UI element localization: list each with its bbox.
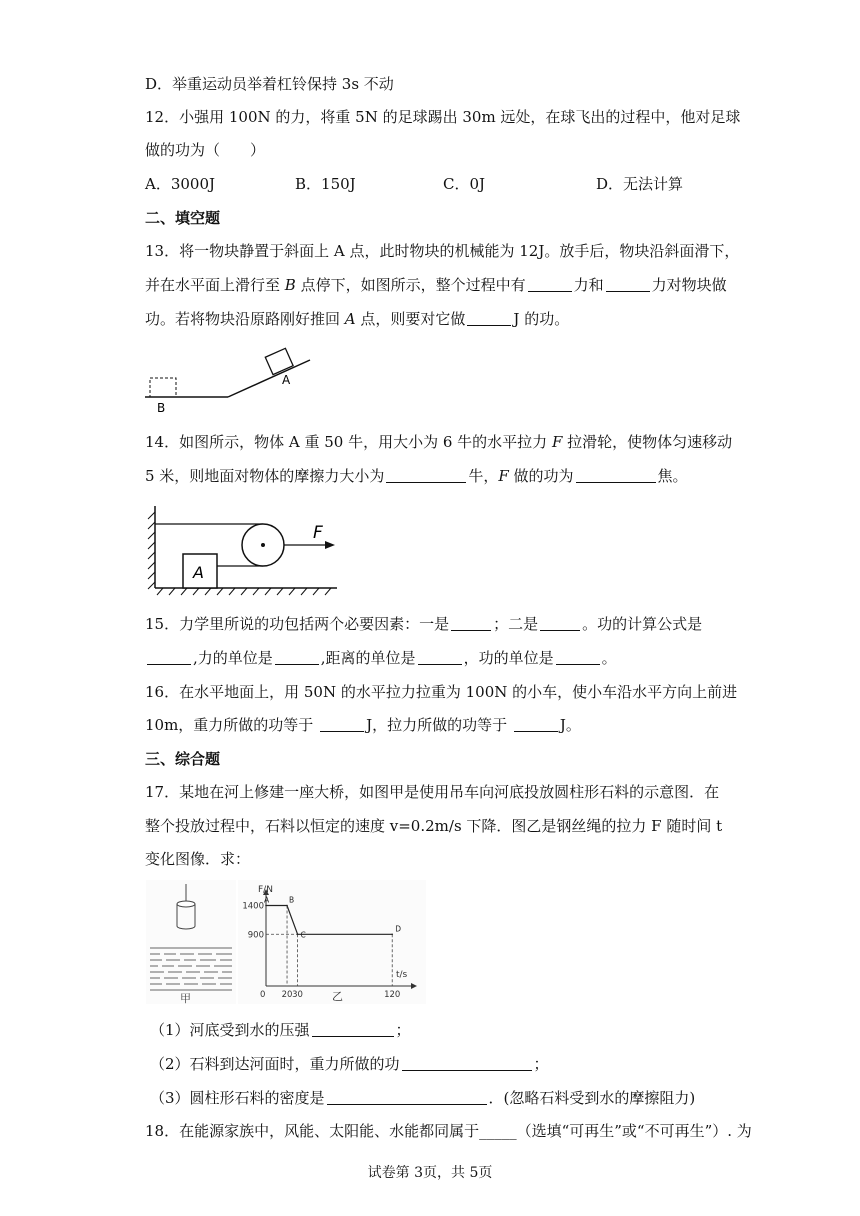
arrow-head-icon [325,541,335,549]
y-tick-label: 1400 [242,901,264,912]
q15-text: 。功的计算公式是 [582,615,703,633]
q13-line1: 13．将一物块静置于斜面上 A 点，此时物块的机械能为 12J。放手后，物块沿斜面滑下， [145,242,740,260]
q15-text: ,距离的单位是 [320,649,416,667]
data-point [286,905,288,907]
q15-text: 15．力学里所说的功包括两个必要因素：一是 [145,615,450,633]
q13-blank-1[interactable] [528,277,572,292]
q17-line2: 整个投放过程中，石料以恒定的速度 v=0.2m/s 下降．图乙是钢丝绳的拉力 F 随时间 t [145,817,723,835]
block-dashed-outline [150,378,176,397]
q15-blank-3[interactable] [147,650,191,665]
q14-text: 牛， [468,467,499,485]
label-a: A [193,563,204,582]
q15-text: 。 [601,649,617,667]
q18-line1: 18．在能源家族中，风能、太阳能、水能都同属于_____（选填“可再生”或“不可再生”）. 为 [145,1122,752,1140]
page-footer: 试卷第 3页，共 5页 [367,1165,493,1181]
cylinder-top [177,901,195,907]
q13-line3 [145,309,569,329]
q14-text: 拉滑轮，使物体匀速移动 [562,433,733,451]
x-tick-label: 0 [260,990,266,1000]
q15-text: ,力的单位是 [193,649,273,667]
q13-blank-2[interactable] [606,277,650,292]
q17-text: ．(忽略石料受到水的摩擦阻力) [488,1089,696,1107]
x-tick-label: 120 [384,990,401,1000]
section-title-fill-in: 二、填空题 [145,209,221,227]
q14-text: 5 米，则地面对物体的摩擦力大小为 [145,467,385,485]
label-a: A [282,373,291,387]
q15-blank-1[interactable] [451,616,491,631]
q14-force-f: F [551,433,563,451]
q17-text: ； [533,1055,549,1073]
q17-text: （3）圆柱形石料的密度是 [150,1089,325,1107]
q15-text: ，功的单位是 [463,649,554,667]
section-title-comprehensive: 三、综合题 [145,750,221,768]
q12-stem-line1: 12．小强用 100N 的力，将重 5N 的足球踢出 30m 远处，在球飞出的过程中，他对足球 [145,108,741,126]
q14-line1 [145,432,732,452]
label-f: F [313,523,323,543]
q17-blank-3[interactable] [327,1090,487,1105]
block-on-incline [265,348,293,374]
x-axis-label: t/s [396,970,408,980]
y-axis-label: F/N [258,885,273,895]
q13-blank-3[interactable] [467,311,511,326]
q15-line1 [145,614,702,634]
label-jia: 甲 [180,992,191,1004]
x-tick-label: 20 [281,990,293,1000]
q17-sub1 [150,1020,411,1040]
q13-text: 点停下，如图所示，整个过程中有 [295,276,526,294]
q17-text: ； [395,1021,411,1039]
q13-text: 力和 [573,276,604,294]
q13-point-b: B [284,276,296,294]
point-label: C [300,930,306,940]
q17-blank-2[interactable] [402,1056,532,1071]
q13-text: J 的功。 [513,310,570,328]
q15-blank-2[interactable] [540,616,580,631]
q14-blank-1[interactable] [386,468,466,483]
q14-text: 14．如图所示，物体 A 重 50 牛，用大小为 6 牛的水平拉力 [145,433,552,451]
point-label: A [264,895,270,905]
q16-text: 10m，重力所做的功等于 [145,716,319,734]
data-point [391,933,393,935]
q13-text: 点，则要对它做 [355,310,466,328]
q12-option-d: D．无法计算 [596,175,684,193]
q16-blank-1[interactable] [320,717,364,732]
q16-line2 [145,715,581,735]
q16-text: J。 [559,716,581,734]
q14-force-f: F [498,467,509,485]
data-point [265,905,267,907]
q12-option-b: B．150J [295,175,356,193]
q13-text: 力对物块做 [651,276,727,294]
q14-blank-2[interactable] [576,468,656,483]
q17-blank-1[interactable] [312,1022,394,1037]
point-label: B [289,895,295,905]
q15-text: ；二是 [493,615,539,633]
q13-text: 并在水平面上滑行至 [145,276,285,294]
data-point [297,933,299,935]
q12-option-c: C．0J [443,175,486,193]
q14-text: 做的功为 [508,467,574,485]
label-yi: 乙 [332,990,343,1003]
q17-line3: 变化图像．求： [145,850,251,868]
q14-pulley-figure [145,500,345,600]
q17-line1: 17．某地在河上修建一座大桥，如图甲是使用吊车向河底投放圆柱形石料的示意图．在 [145,783,720,801]
q17-text: （2）石料到达河面时，重力所做的功 [150,1055,400,1073]
q16-blank-2[interactable] [514,717,558,732]
y-tick-label: 900 [247,930,264,941]
q13-text: 功。若将物块沿原路刚好推回 [145,310,345,328]
q17-ft-graph [238,880,426,1004]
q17-sub2 [150,1054,549,1074]
q17-text: （1）河底受到水的压强 [150,1021,310,1039]
q11-option-d: D．举重运动员举着杠铃保持 3s 不动 [145,75,394,93]
q14-text: 焦。 [657,467,688,485]
q17-figure-jia [146,880,236,1004]
q15-blank-6[interactable] [556,650,600,665]
q13-point-a: A [344,310,356,328]
q13-line2 [145,275,727,295]
q14-line2 [145,466,688,486]
q13-incline-figure [140,340,320,415]
x-tick-label: 30 [292,990,303,1000]
q12-stem-line2: 做的功为（ ） [145,141,266,159]
q16-line1: 16．在水平地面上，用 50N 的水平拉力拉重为 100N 的小车，使小车沿水平方向上前进 [145,683,738,701]
q12-option-a: A．3000J [145,175,216,193]
q16-text: J，拉力所做的功等于 [366,716,512,734]
q15-line2 [145,648,617,668]
q15-blank-4[interactable] [275,650,319,665]
label-b: B [157,401,166,415]
q15-blank-5[interactable] [418,650,462,665]
q17-sub3 [150,1088,695,1108]
point-label: D [395,924,402,934]
